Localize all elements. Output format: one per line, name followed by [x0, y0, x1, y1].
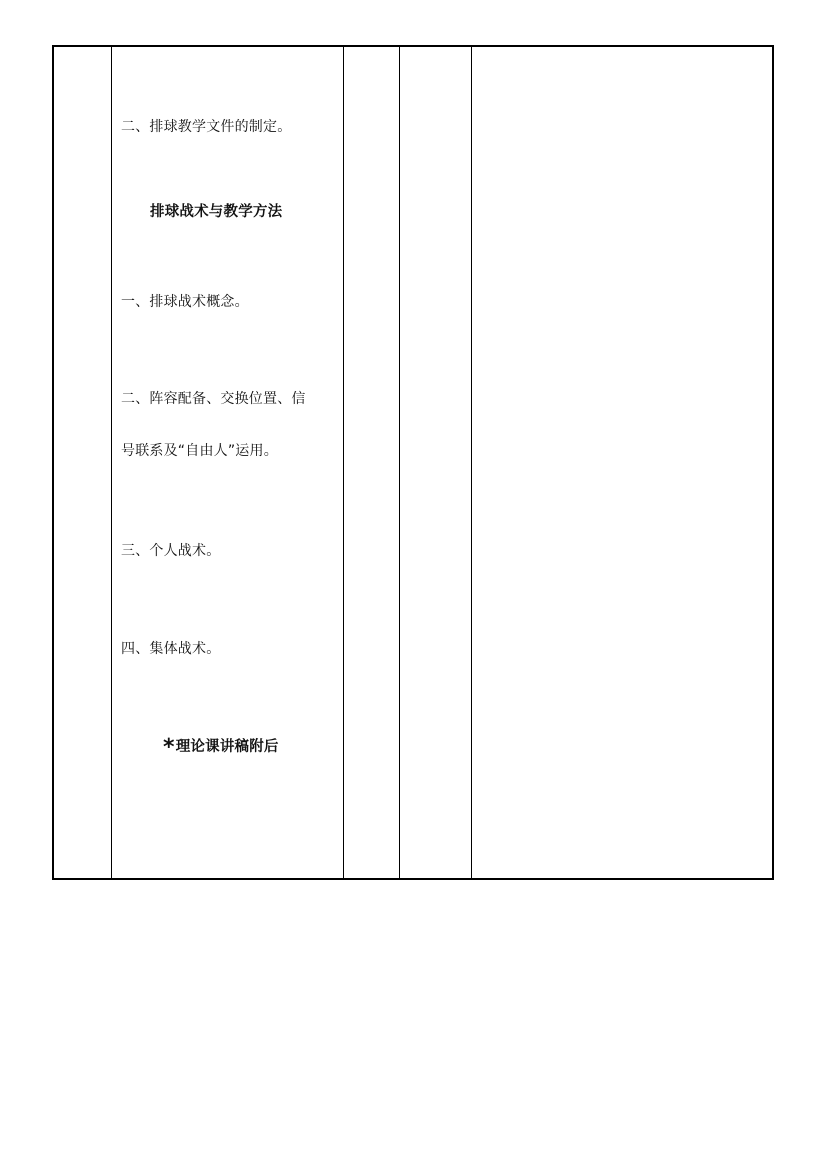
item-lineup-line-2: 号联系及“自由人”运用。 — [121, 443, 278, 459]
lecture-notes-text: 理论课讲稿附后 — [175, 739, 279, 755]
column-divider-4 — [471, 47, 472, 878]
item-individual-tactics: 三、个人战术。 — [121, 543, 221, 559]
column-divider-1 — [111, 47, 112, 878]
item-team-tactics: 四、集体战术。 — [121, 641, 221, 657]
star-mark: * — [163, 735, 175, 760]
item-teaching-documents: 二、排球教学文件的制定。 — [121, 119, 292, 135]
column-divider-3 — [399, 47, 400, 878]
lesson-table — [52, 45, 774, 880]
section-heading: 排球战术与教学方法 — [150, 204, 283, 220]
item-lineup-line-1: 二、阵容配备、交换位置、信 — [121, 391, 306, 407]
item-tactics-concept: 一、排球战术概念。 — [121, 294, 249, 310]
column-divider-2 — [343, 47, 344, 878]
lecture-notes-remark — [163, 737, 279, 758]
